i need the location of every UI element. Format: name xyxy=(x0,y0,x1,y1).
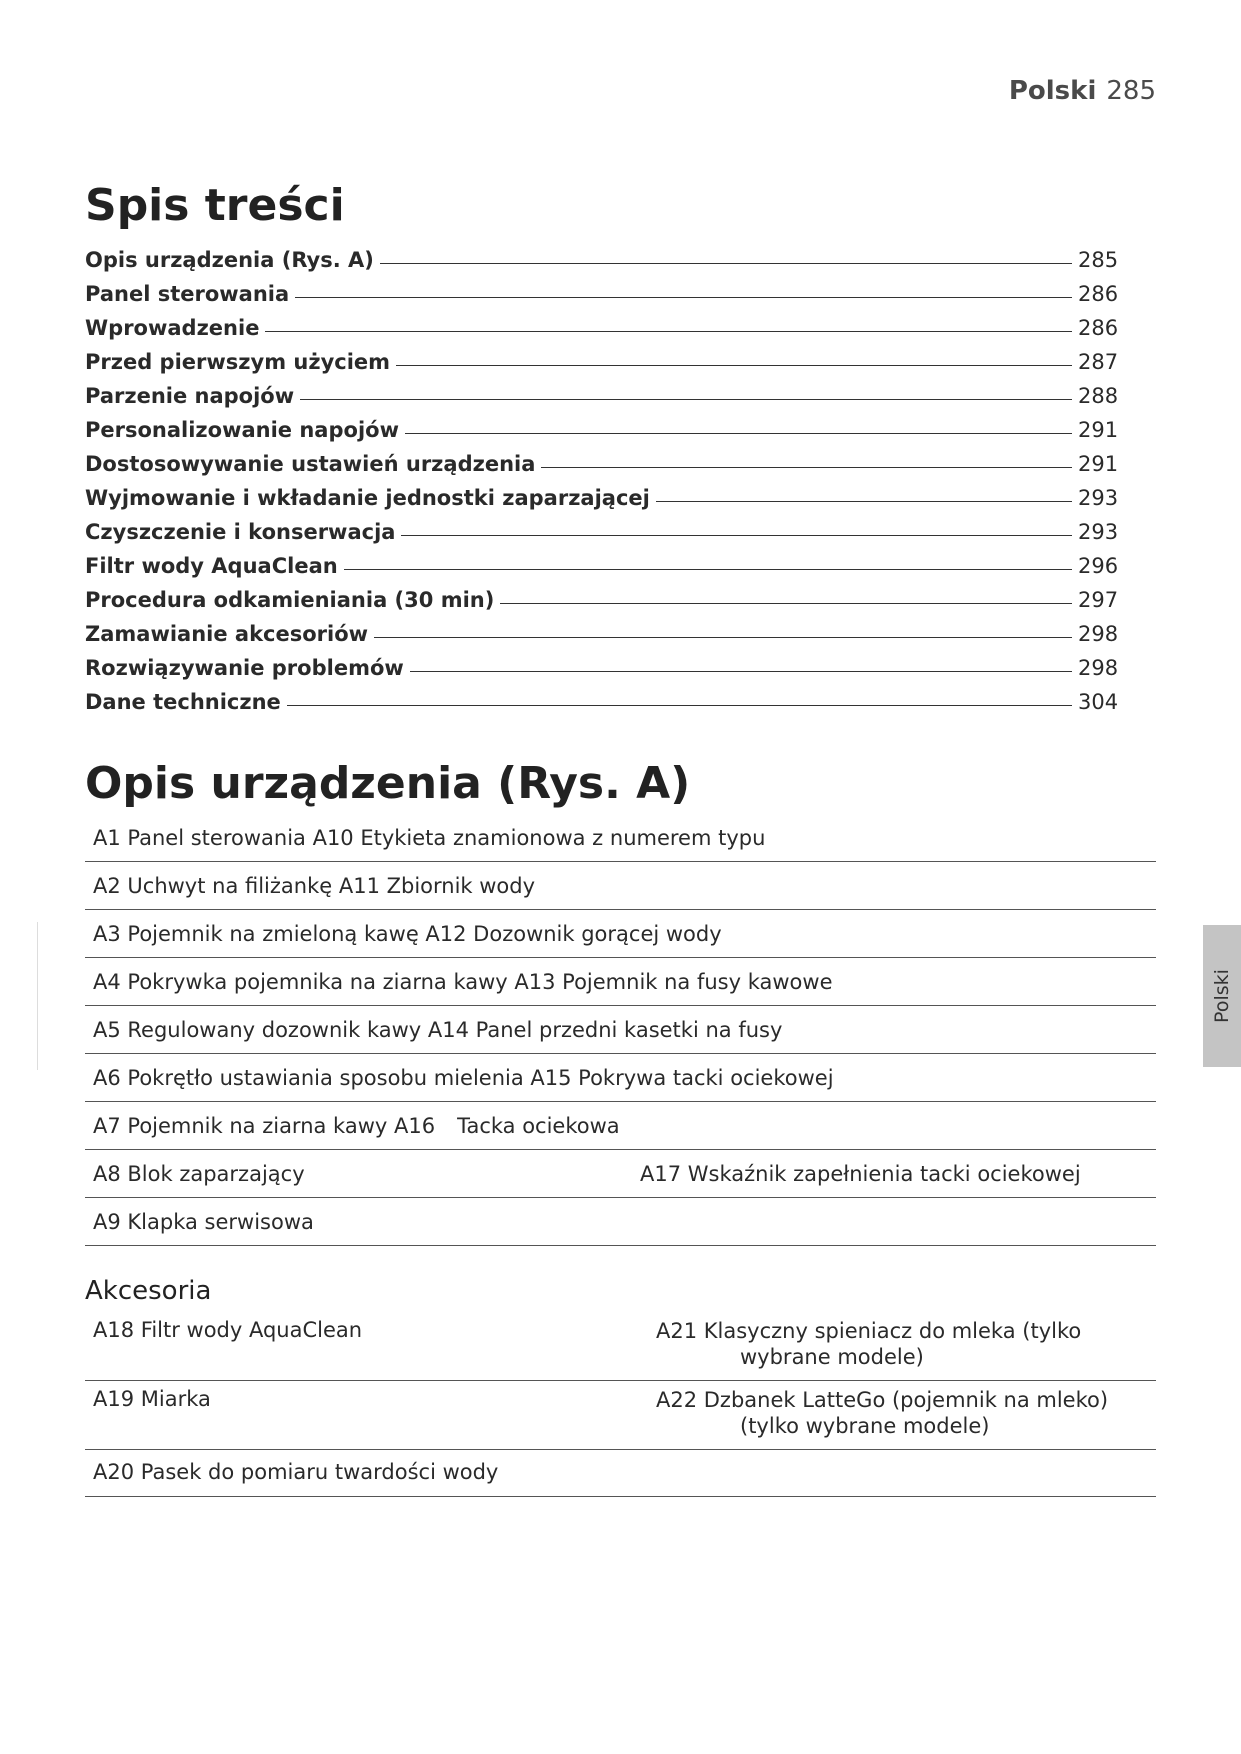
toc-leader xyxy=(380,263,1072,264)
toc-entry[interactable] xyxy=(85,612,1156,646)
accessory-line: A22 Dzbanek LatteGo (pojemnik na mleko) xyxy=(656,1388,1109,1412)
accessory-line: (tylko wybrane modele) xyxy=(740,1414,990,1438)
part-cell: A5 Regulowany dozownik kawy A14 Panel przedni kasetki na fusy xyxy=(93,1017,783,1042)
overview-title: Opis urządzenia (Rys. A) xyxy=(85,758,691,809)
toc-entry[interactable] xyxy=(85,544,1156,578)
toc-leader xyxy=(500,603,1072,604)
table-row xyxy=(85,862,1156,910)
part-cell: A3 Pojemnik na zmieloną kawę A12 Dozownik gorącej wody xyxy=(93,921,722,946)
toc-entry[interactable] xyxy=(85,578,1156,612)
toc-entry-title: Wprowadzenie xyxy=(85,316,260,340)
toc-entry-title: Czyszczenie i konserwacja xyxy=(85,520,396,544)
parts-table xyxy=(85,814,1156,1246)
toc-entry-page: 285 xyxy=(1078,248,1119,272)
toc-entry-page: 298 xyxy=(1078,622,1119,646)
toc-entry-title: Rozwiązywanie problemów xyxy=(85,656,404,680)
table-row xyxy=(85,910,1156,958)
toc-entry[interactable] xyxy=(85,680,1156,714)
toc-entry-title: Panel sterowania xyxy=(85,282,290,306)
toc-leader xyxy=(541,467,1072,468)
part-cell: A1 Panel sterowania A10 Etykieta znamionowa z numerem typu xyxy=(93,825,766,850)
accessory-cell: A19 Miarka xyxy=(93,1387,211,1411)
part-cell: Tacka ociekowa xyxy=(457,1113,620,1138)
part-cell: A4 Pokrywka pojemnika na ziarna kawy A13 Pojemnik na fusy kawowe xyxy=(93,969,833,994)
toc-entry-title: Personalizowanie napojów xyxy=(85,418,399,442)
part-cell: A17 Wskaźnik zapełnienia tacki ociekowej xyxy=(640,1161,1081,1186)
table-row xyxy=(85,1450,1156,1497)
page-header xyxy=(1009,76,1156,106)
toc-leader xyxy=(405,433,1072,434)
toc-entry-page: 293 xyxy=(1078,486,1119,510)
toc-entry[interactable] xyxy=(85,272,1156,306)
page-number: 285 xyxy=(1106,76,1156,106)
toc-entry-page: 293 xyxy=(1078,520,1119,544)
toc-entry-title: Dostosowywanie ustawień urządzenia xyxy=(85,452,536,476)
accessory-line: wybrane modele) xyxy=(740,1345,924,1369)
toc-entry-title: Przed pierwszym użyciem xyxy=(85,350,391,374)
table-row xyxy=(85,1312,1156,1381)
header-language: Polski xyxy=(1008,76,1097,106)
toc-entry-title: Dane techniczne xyxy=(85,690,281,714)
toc-entry[interactable] xyxy=(85,510,1156,544)
table-row xyxy=(85,1102,1156,1150)
table-row xyxy=(85,1006,1156,1054)
side-tab-label: Polski xyxy=(1211,969,1233,1023)
accessories-table xyxy=(85,1312,1156,1497)
toc-title: Spis treści xyxy=(85,180,345,231)
toc-entry[interactable] xyxy=(85,408,1156,442)
toc-entry-page: 286 xyxy=(1078,282,1119,306)
toc-leader xyxy=(300,399,1072,400)
toc-entry-title: Procedura odkamieniania (30 min) xyxy=(85,588,495,612)
toc-leader xyxy=(287,705,1072,706)
margin-rule xyxy=(37,922,38,1070)
toc-entry-page: 286 xyxy=(1078,316,1119,340)
toc-entry-page: 291 xyxy=(1078,418,1119,442)
toc-leader xyxy=(265,331,1072,332)
toc-entry-title: Filtr wody AquaClean xyxy=(85,554,338,578)
accessory-cell: A18 Filtr wody AquaClean xyxy=(93,1318,363,1342)
table-row xyxy=(85,1198,1156,1246)
table-row xyxy=(85,958,1156,1006)
toc-leader xyxy=(374,637,1072,638)
toc-leader xyxy=(396,365,1072,366)
toc-leader xyxy=(295,297,1072,298)
accessory-cell xyxy=(656,1318,1148,1370)
toc-entry-page: 287 xyxy=(1078,350,1119,374)
toc-entry-page: 298 xyxy=(1078,656,1119,680)
toc-entry-title: Opis urządzenia (Rys. A) xyxy=(85,248,374,272)
part-cell: A2 Uchwyt na filiżankę A11 Zbiornik wody xyxy=(93,873,536,898)
toc-entry-title: Wyjmowanie i wkładanie jednostki zaparzającej xyxy=(85,486,650,510)
toc-entry[interactable] xyxy=(85,442,1156,476)
toc-entry-title: Zamawianie akcesoriów xyxy=(85,622,369,646)
part-cell: A8 Blok zaparzający xyxy=(93,1161,305,1186)
toc-entry[interactable] xyxy=(85,646,1156,680)
accessory-cell: A20 Pasek do pomiaru twardości wody xyxy=(93,1460,499,1484)
toc-entry-page: 304 xyxy=(1078,690,1119,714)
toc-entry-page: 296 xyxy=(1078,554,1119,578)
toc-entry-page: 291 xyxy=(1078,452,1119,476)
toc-entry[interactable] xyxy=(85,374,1156,408)
page-content xyxy=(85,180,1156,1497)
toc-entry[interactable] xyxy=(85,476,1156,510)
toc-leader xyxy=(410,671,1072,672)
toc-entry-title: Parzenie napojów xyxy=(85,384,295,408)
toc-entry-page: 288 xyxy=(1078,384,1119,408)
language-side-tab[interactable] xyxy=(1203,925,1241,1067)
toc-leader xyxy=(344,569,1072,570)
table-row xyxy=(85,1054,1156,1102)
toc-leader xyxy=(656,501,1072,502)
toc-entry-page: 297 xyxy=(1078,588,1119,612)
accessories-title: Akcesoria xyxy=(85,1276,212,1306)
table-of-contents xyxy=(85,238,1156,714)
table-row xyxy=(85,814,1156,862)
part-cell: A7 Pojemnik na ziarna kawy A16 xyxy=(93,1113,436,1138)
part-cell: A9 Klapka serwisowa xyxy=(93,1209,314,1234)
part-cell: A6 Pokrętło ustawiania sposobu mielenia A15 Pokrywa tacki ociekowej xyxy=(93,1065,834,1090)
toc-entry[interactable] xyxy=(85,306,1156,340)
toc-leader xyxy=(401,535,1072,536)
toc-entry[interactable] xyxy=(85,340,1156,374)
accessory-cell xyxy=(656,1387,1148,1439)
accessory-line: A21 Klasyczny spieniacz do mleka (tylko xyxy=(656,1319,1082,1343)
table-row xyxy=(85,1150,1156,1198)
toc-entry[interactable] xyxy=(85,238,1156,272)
table-row xyxy=(85,1381,1156,1450)
